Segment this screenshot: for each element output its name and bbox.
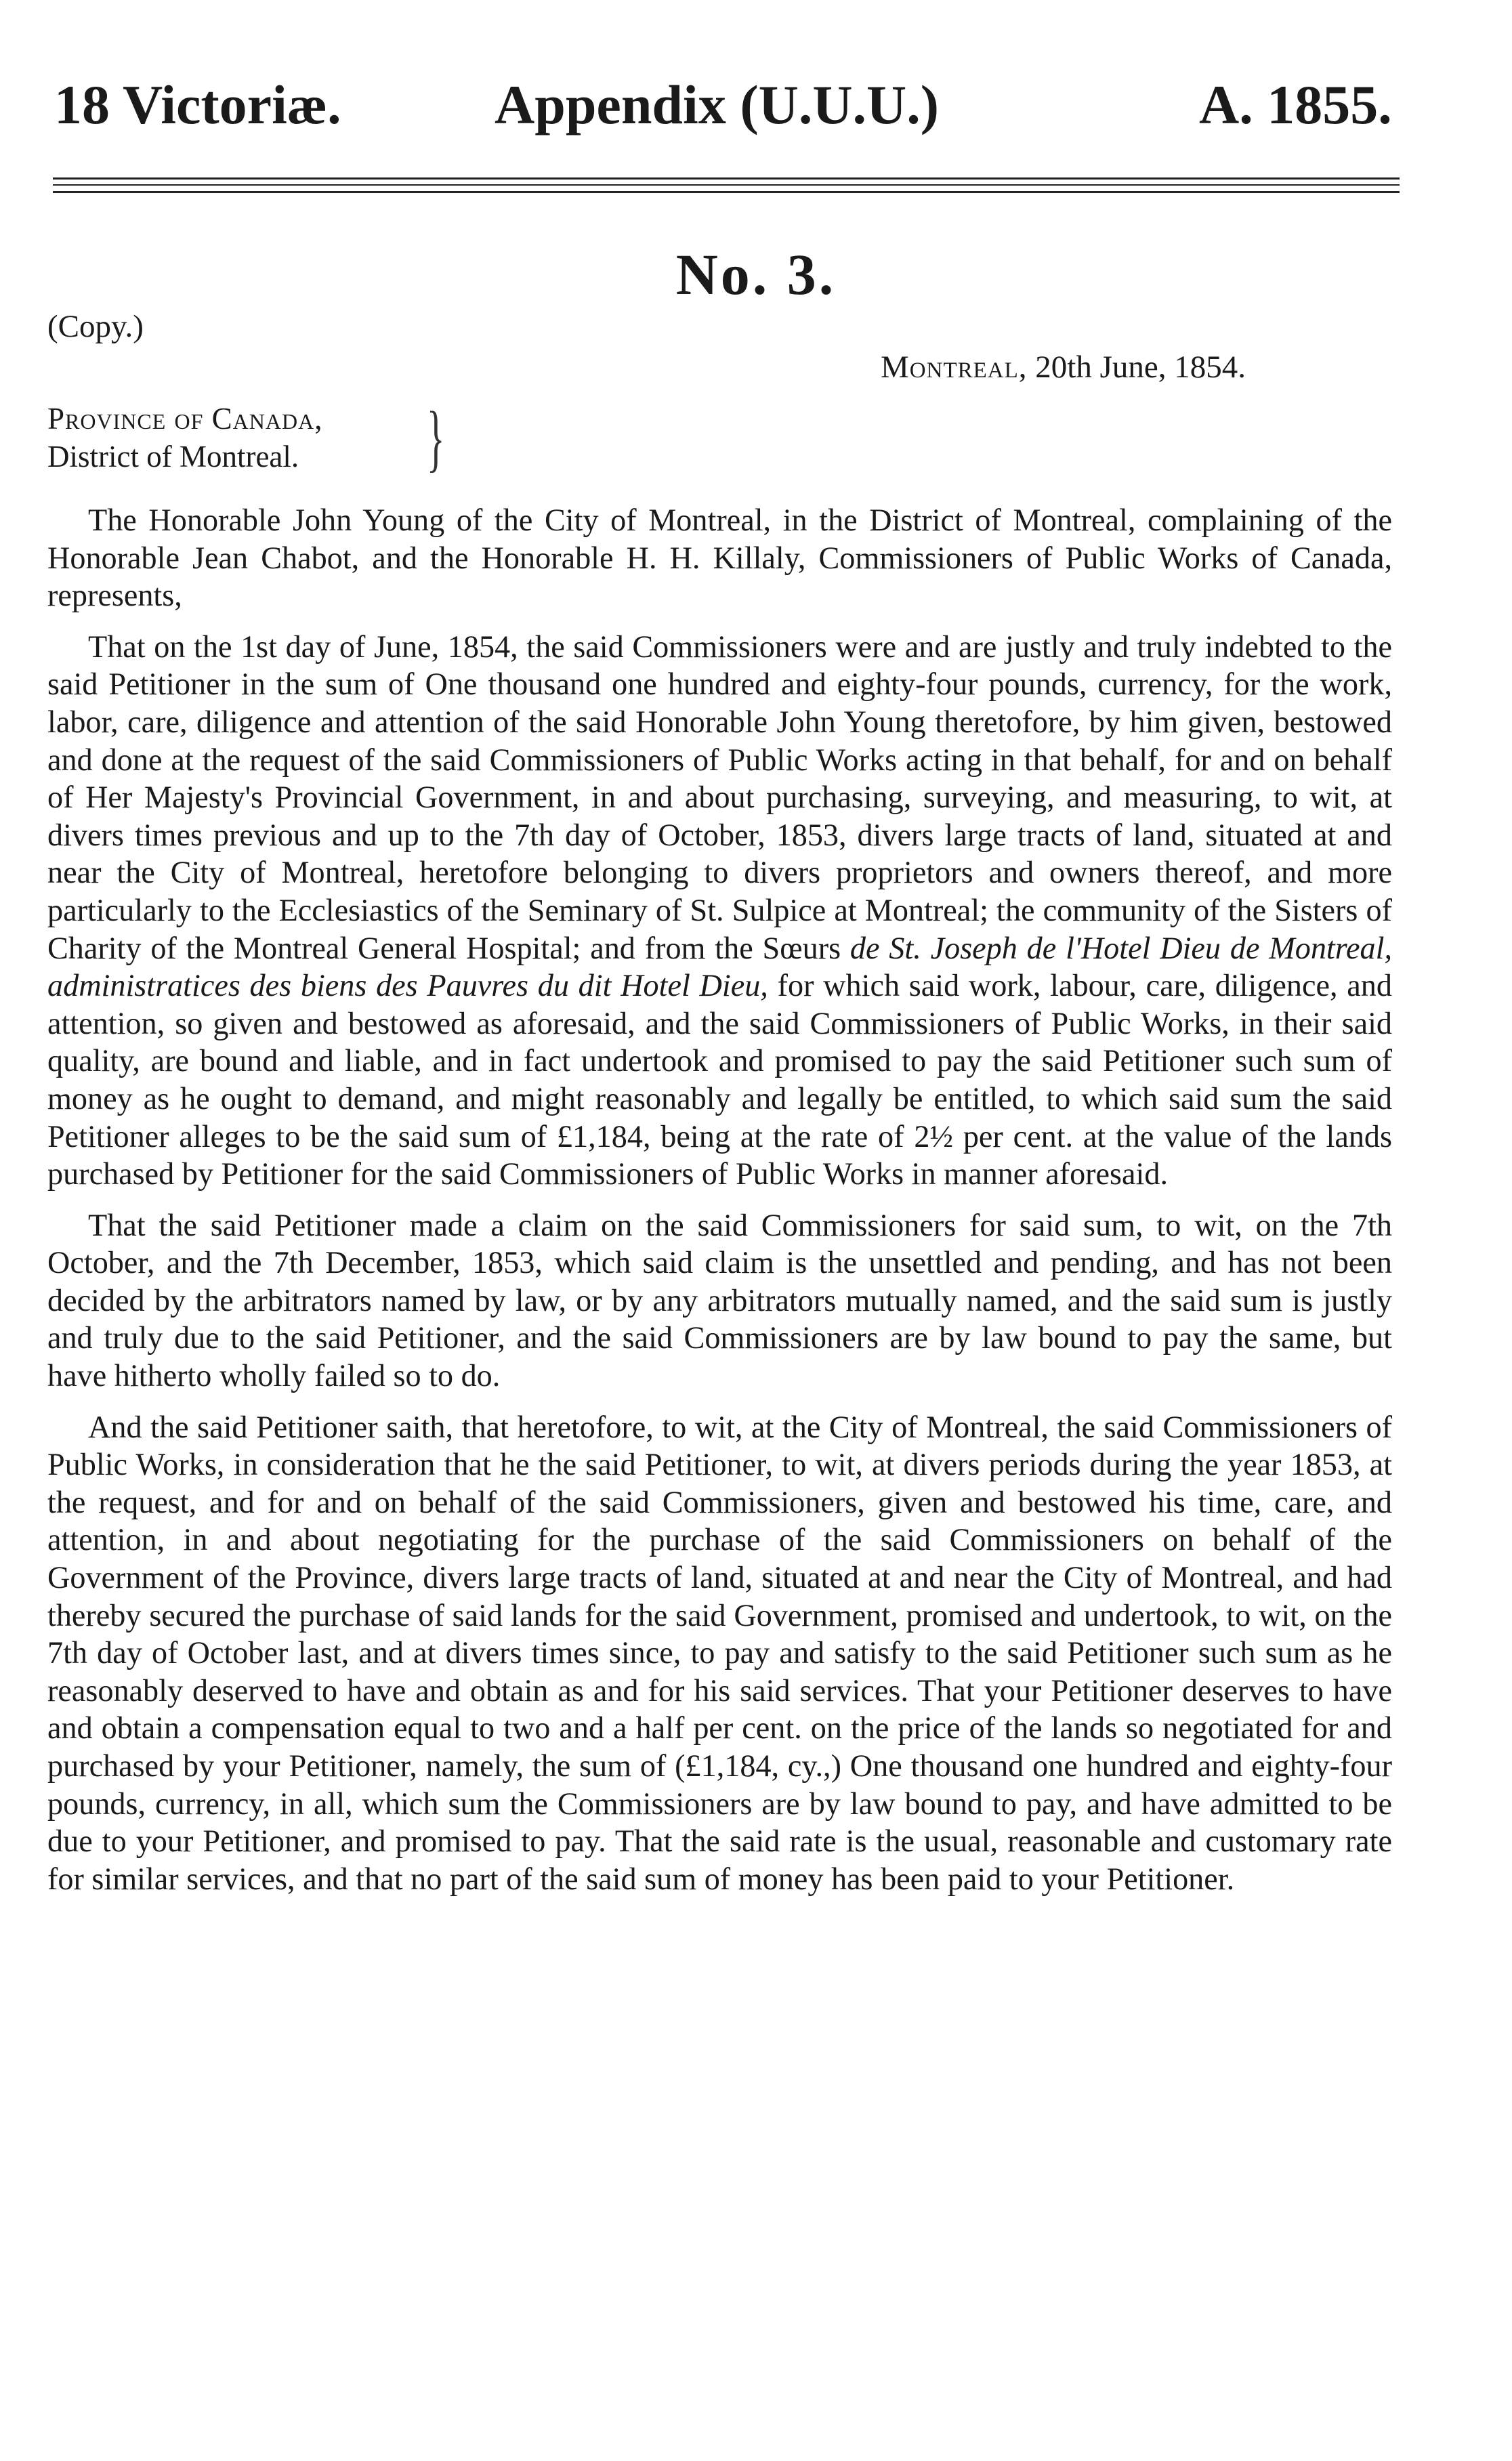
header-appendix: Appendix (U.U.U.) <box>495 74 940 135</box>
paragraph-claim: That the said Petitioner made a claim on the said Commissioners for said sum, to wit, on the 7th October, and the 7th December, 1853, which said claim is the unsettled and pending, and has not been decided by the arbitrators named by law, or by any arbitrators mutually named, and the said sum is justly and truly due to the said Petitioner, and the said Commissioners are by law bound to pay the same, but have hitherto wholly failed so to do. <box>47 1207 1392 1393</box>
header-rule <box>53 177 1400 180</box>
venue-district: District of Montreal. <box>47 440 299 474</box>
header-rule <box>53 184 1400 186</box>
brace-glyph: } <box>427 396 445 479</box>
page-header <box>54 68 1409 142</box>
place-date <box>881 347 1246 387</box>
paragraph-compensation: And the said Petitioner saith, that heretofore, to wit, at the City of Montreal, the said Commissioners of Public Works, in consideration that he the said Petitioner, to wit, at divers periods during the year 1853, at the request, and for and on behalf of the said Commissioners, given and bestowed his time, care, and attention, in and about negotiating for the purchase of the said Commissioners on behalf of the Government of the Province, divers large tracts of land, situated at and near the City of Montreal, and had thereby secured the purchase of said lands for the said Government, promised and undertook, to wit, on the 7th day of October last, and at divers times since, to pay and satisfy to the said Petitioner such sum as he reasonably deserved to have and obtain as and for his said services. That your Petitioner deserves to have and obtain a compensation equal to two and a half per cent. on the price of the lands so negotiated for and purchased by your Petitioner, namely, the sum of (£1,184, cy.,) One thousand one hundred and eighty-four pounds, currency, in all, which sum the Commissioners are by law bound to pay, and have admitted to be due to your Petitioner, and promised to pay. That the said rate is the usual, reasonable and customary rate for similar services, and that no part of the said sum of money has been paid to your Petitioner. <box>47 1409 1392 1896</box>
venue-block <box>47 396 445 479</box>
header-year: A. 1855. <box>1199 74 1392 135</box>
copy-label: (Copy.) <box>47 309 144 344</box>
date: 20th June, 1854. <box>1035 350 1246 385</box>
paragraph-indebtedness <box>47 628 1392 1193</box>
header-rule <box>53 191 1400 193</box>
italic-institution: de St. Joseph de l'Hotel Dieu de Montreal, administratices des biens des Pauvres du dit Hotel Dieu, <box>47 930 1392 1003</box>
venue-province: Province of Canada, <box>47 402 323 436</box>
paragraph-text: That on the 1st day of June, 1854, the said Commissioners were and are justly and truly indebted to the said Petitioner in the sum of One thousand one hundred and eighty-four pounds, currency, for the work, labor, care, diligence and attention of the said Honorable John Young theretofore, by him given, bestowed and done at the request of the said Commissioners of Public Works acting in that behalf, for and on behalf of Her Majesty's Provincial Government, in and about purchasing, surveying, and measuring, to wit, at divers times previous and up to the 7th day of October, 1853, divers large tracts of land, situated at and near the City of Montreal, heretofore belonging to divers proprietors and owners thereof, and more particularly to the Ecclesiastics of the Seminary of St. Sulpice at Montreal; the community of the Sisters of Charity of the Montreal General Hospital; and from the Sœurs <box>47 629 1392 965</box>
paragraph-text-tail: for which said work, labour, care, diligence, and attention, so given and bestowed as aforesaid, and the said Commissioners of Public Works, in their said quality, are bound and liable, and in fact undertook and promised to pay the said Petitioner such sum of money as he ought to demand, and might reasonably and legally be entitled, to which said sum the said Petitioner alleges to be the said sum of £1,184, being at the rate of 2½ per cent. at the value of the lands purchased by Petitioner for the said Commissioners of Public Works in manner aforesaid. <box>47 968 1392 1192</box>
document-number: No. 3. <box>675 242 837 307</box>
paragraph-intro: The Honorable John Young of the City of Montreal, in the District of Montreal, complaining of the Honorable Jean Chabot, and the Honorable H. H. Killaly, Commissioners of Public Works of Canada, represents, <box>47 503 1392 613</box>
place: Montreal, <box>881 350 1028 385</box>
header-regnal-year: 18 Victoriæ. <box>54 74 341 135</box>
document-body <box>47 501 1392 1911</box>
